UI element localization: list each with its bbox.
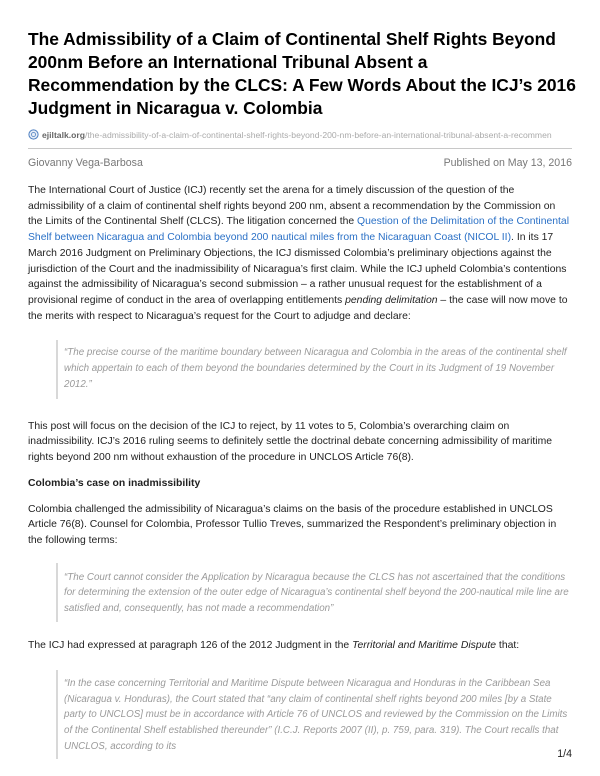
source-url[interactable] <box>28 127 576 143</box>
ejiltalk-logo-icon <box>28 129 39 140</box>
colombia-paragraph: Colombia challenged the admissibility of Nicaragua’s claims on the basis of the procedure established in UNCLOS Article 76(8). Counsel for Colombia, Professor Tullio Treves, summarized the Respondent’s preliminary objection in the following terms: <box>28 503 557 546</box>
intro-text-start: The International Court of Justice (ICJ) recently set the arena for a timely discussion of the question of the admissibility of a claim of continental shelf rights beyond 200 nm, absent a recommendation by the Commission on the Limits of the Continental Shelf (CLCS). The litigation concerned the <box>28 185 556 228</box>
header-divider <box>28 148 572 149</box>
intro-text-end: – the case will now move to the merits with respect to Nicaragua’s request for the Court to adjudge and declare: <box>28 294 568 322</box>
article-body <box>28 183 572 759</box>
icj-2012-paragraph <box>28 638 572 654</box>
intro-italic-phrase: pending delimitation <box>345 294 438 306</box>
intro-text-middle: . In its 17 March 2016 Judgment on Preliminary Objections, the ICJ dismissed Colombia’s preliminary objections against the jurisdiction of the Court and the inadmissibility of Nicaragua’s first claim. While the ICJ upheld Colombia’s contentions against the admissibility of Nicaragua’s second submission – a rather unusual request for the establishment of a provisional regime of conduct in the area of overlapping entitlements <box>28 232 567 306</box>
focus-paragraph: This post will focus on the decision of the ICJ to reject, by 11 votes to 5, Colombia’s overarching claim on inadmissibility. ICJ’s 2016 ruling seems to definitely settle the doctrinal debate concerning admissibility of maritime rights beyond 200 nm without exhaustion of the procedure in UNCLOS Article 76(8). <box>28 420 553 464</box>
blockquote-nicaragua-request: “The precise course of the maritime boundary between Nicaragua and Colombia in the areas of the continental shelf which appertain to each of them beyond the boundaries determined by the Court in its Judgment of 19 November 2012.” <box>56 340 572 398</box>
article-title: The Admissibility of a Claim of Continental Shelf Rights Beyond 200nm Before an International Tribunal Absent a Recommendation by the CLCS: A Few Words About the ICJ’s 2016 Judgment in Nicaragua v. Colombia <box>28 29 576 118</box>
intro-paragraph <box>28 183 572 324</box>
case-name-italic: Territorial and Maritime Dispute <box>352 640 497 652</box>
author-name: Giovanny Vega-Barbosa <box>28 157 143 169</box>
blockquote-treves: “The Court cannot consider the Application by Nicaragua because the CLCS has not ascertained that the conditions for determining the extension of the outer edge of Nicaragua’s continental shelf beyond the 200-nautical mile line are satisfied and, consequently, has not made a recommendation” <box>56 563 572 622</box>
section-heading: Colombia’s case on inadmissibility <box>28 477 201 489</box>
source-domain: ejiltalk.org <box>42 130 85 140</box>
icj-text-end: that: <box>496 640 520 652</box>
icj-text-start: The ICJ had expressed at paragraph 126 of the 2012 Judgment in the <box>28 640 353 652</box>
page-number: 1/4 <box>557 748 572 760</box>
blockquote-2012-judgment: “In the case concerning Territorial and Maritime Dispute between Nicaragua and Honduras in the Caribbean Sea (Nicaragua v. Honduras), the Court stated that “any claim of continental shelf rights beyond 200 miles [by a State party to UNCLOS] must be in accordance with Article 76 of UNCLOS and reviewed by the Commission on the Limits of the Continental Shelf established thereunder” (I.C.J. Reports 2007 (II), p. 759, para. 319). The Court recalls that UNCLOS, according to its <box>56 670 572 759</box>
publish-date: Published on May 13, 2016 <box>443 157 572 169</box>
byline <box>28 157 572 169</box>
nicol-ii-case-link[interactable]: Question of the Delimitation of the Continental Shelf between Nicaragua and Colombia beyond 200 nautical miles from the Nicaraguan Coast (NICOL II) <box>28 216 570 244</box>
source-path: /the-admissibility-of-a-claim-of-continental-shelf-rights-beyond-200-nm-before-an-international-tribunal-absent-a-recommen <box>84 130 552 140</box>
